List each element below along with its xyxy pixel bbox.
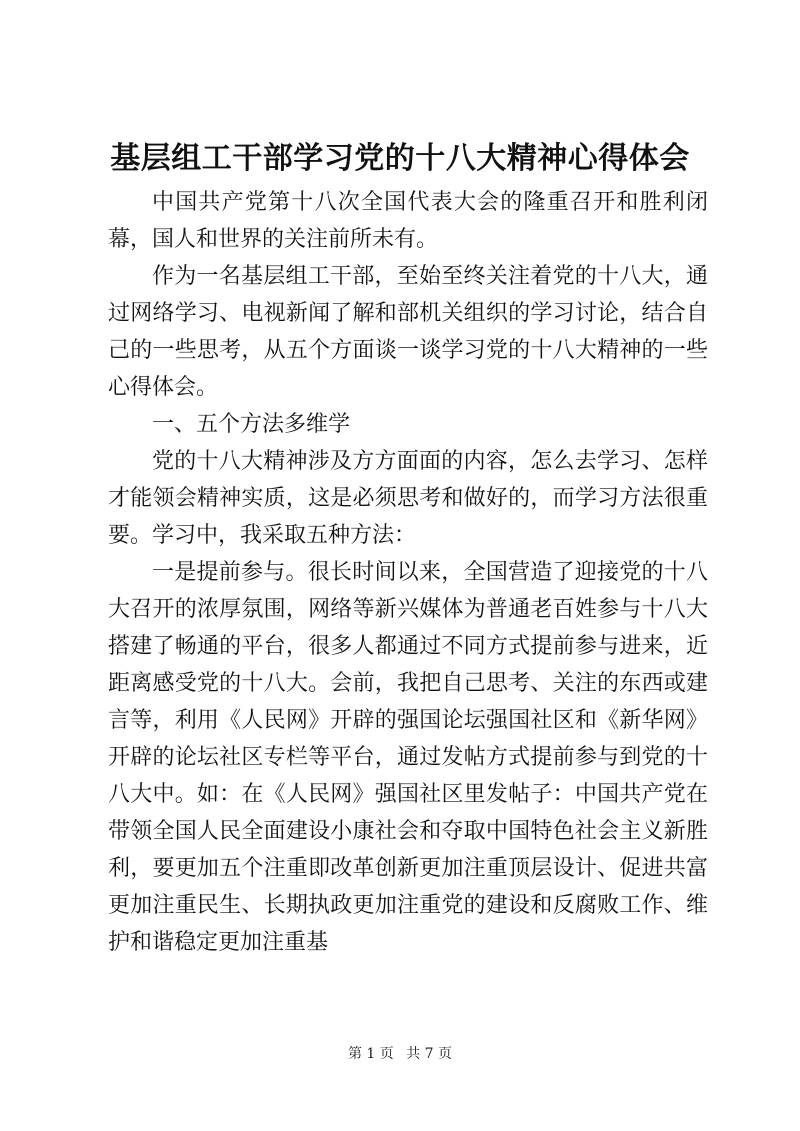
page-number: 第 1 页 bbox=[347, 1046, 394, 1062]
paragraph-intro: 中国共产党第十八次全国代表大会的隆重召开和胜利闭幕，国人和世界的关注前所未有。 bbox=[108, 190, 708, 252]
page-footer bbox=[0, 1044, 800, 1064]
document-title: 基层组工干部学习党的十八大精神心得体会 bbox=[110, 141, 690, 176]
paragraph-method-one: 一是提前参与。很长时间以来，全国营造了迎接党的十八大召开的浓厚氛围，网络等新兴媒体为普通老百姓参与十八大搭建了畅通的平台，很多人都通过不同方式提前参与进来，近距离感受党的十八大。会前，我把自己思考、关注的东西或建言等，利用《人民网》开辟的强国论坛强国社区和《新华网》开辟的论坛社区专栏等平台，通过发帖方式提前参与到党的十八大中。如：在《人民网》强国社区里发帖子：中国共产党在带领全国人民全面建设小康社会和夺取中国特色社会主义新胜利，要更加五个注重即改革创新更加注重顶层设计、促进共富更加注重民生、长期执政更加注重党的建设和反腐败工作、维护和谐稳定更加注重基 bbox=[108, 560, 708, 955]
document-body bbox=[108, 184, 708, 961]
paragraph-methods: 党的十八大精神涉及方方面面的内容，怎么去学习、怎样才能领会精神实质，这是必须思考和做好的，而学习方法很重要。学习中，我采取五种方法： bbox=[108, 449, 708, 548]
paragraph-background: 作为一名基层组工干部，至始至终关注着党的十八大，通过网络学习、电视新闻了解和部机关组织的学习讨论，结合自己的一些思考，从五个方面谈一谈学习党的十八大精神的一些心得体会。 bbox=[108, 264, 708, 400]
section-heading: 一、五个方法多维学 bbox=[152, 412, 351, 437]
page-total: 共 7 页 bbox=[406, 1046, 453, 1062]
